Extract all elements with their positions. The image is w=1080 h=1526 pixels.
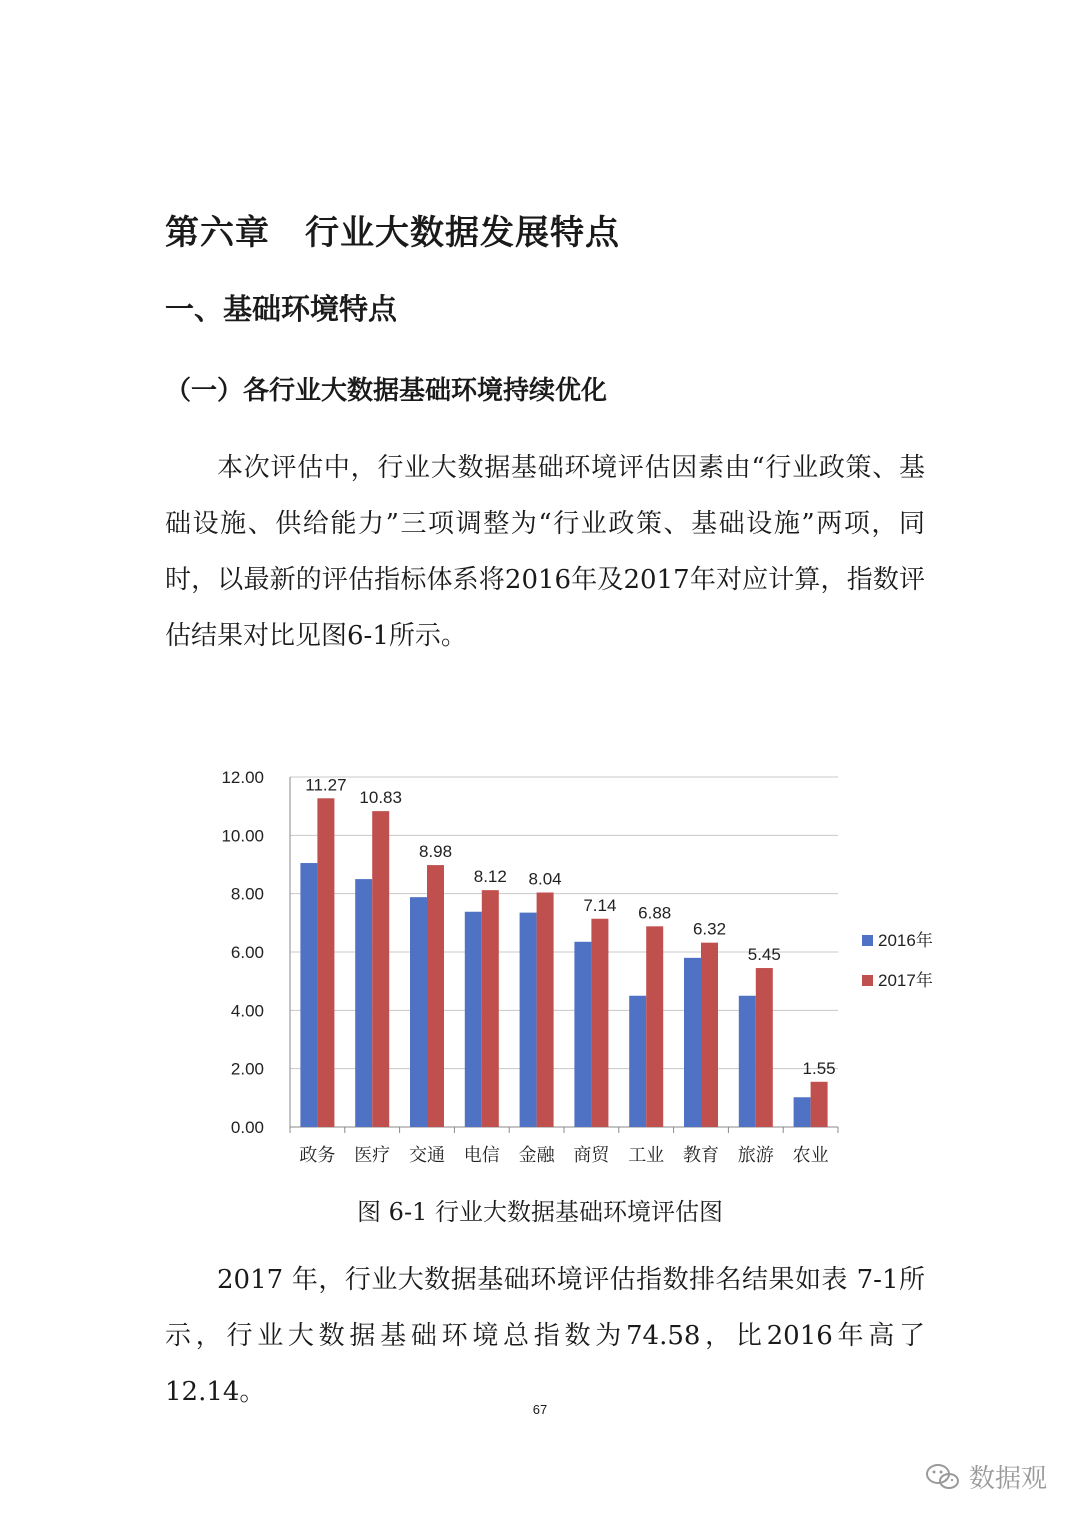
x-tick-label: 旅游: [737, 1145, 774, 1166]
data-label: 8.04: [528, 869, 562, 889]
y-tick-label: 6.00: [230, 943, 264, 962]
y-tick-label: 2.00: [230, 1059, 264, 1079]
x-tick-label: 金融: [518, 1145, 555, 1166]
bar-2016: [465, 912, 482, 1127]
section-title: 一、基础环境特点: [165, 292, 398, 326]
bar-2016: [684, 958, 701, 1127]
y-tick-label: 10.00: [221, 826, 264, 846]
bar-2017: [482, 890, 499, 1127]
watermark-text: 数据观: [969, 1464, 1048, 1494]
chapter-title: 第六章 行业大数据发展特点: [165, 213, 620, 253]
bar-2017: [427, 865, 444, 1127]
bar-2017: [811, 1082, 828, 1127]
intro-paragraph: 本次评估中，行业大数据基础环境评估因素由“行业政策、基础设施、供给能力”三项调整为“行业政策、基础设施”两项，同时，以最新的评估指标体系将2016年及2017年对应计算，指数评估结果对比见图6-1所示。: [165, 453, 925, 651]
data-label: 8.98: [418, 842, 453, 862]
data-label: 1.55: [802, 1058, 836, 1078]
bar-2016: [355, 879, 372, 1127]
legend-label: 2016年: [878, 931, 933, 950]
result-paragraph: 2017 年，行业大数据基础环境评估指数排名结果如表 7-1所示，行业大数据基础环境总指数为74.58，比2016年高了12.14。: [165, 1265, 925, 1407]
data-label: 5.45: [747, 945, 781, 965]
bar-2017: [756, 968, 773, 1127]
y-tick-label: 8.00: [230, 884, 264, 904]
bar-2017: [701, 943, 718, 1127]
y-tick-label: 4.00: [230, 1001, 264, 1021]
legend-swatch: [862, 975, 873, 986]
bar-chart: [200, 755, 960, 1175]
subsection-title: （一）各行业大数据基础环境持续优化: [165, 376, 608, 406]
data-label: 8.12: [473, 867, 507, 887]
bar-2016: [739, 996, 756, 1127]
data-label: 11.27: [305, 775, 347, 795]
bar-2017: [537, 893, 554, 1128]
bar-2017: [646, 926, 663, 1127]
bar-2016: [574, 942, 591, 1127]
x-tick-label: 电信: [463, 1145, 500, 1166]
x-tick-label: 教育: [683, 1145, 719, 1166]
x-tick-label: 交通: [409, 1145, 445, 1166]
bar-2016: [629, 996, 646, 1127]
x-tick-label: 政务: [299, 1145, 336, 1166]
watermark: [925, 1458, 1047, 1495]
data-label: 7.14: [583, 895, 617, 915]
data-label: 6.88: [638, 903, 672, 923]
bar-2017: [591, 919, 608, 1127]
bar-2016: [300, 863, 317, 1127]
figure-caption: 图 6-1 行业大数据基础环境评估图: [357, 1198, 723, 1226]
bar-2016: [794, 1097, 811, 1127]
bar-2017: [372, 811, 389, 1127]
x-tick-label: 商贸: [573, 1145, 610, 1166]
y-tick-label: 12.00: [221, 768, 264, 787]
data-label: 10.83: [359, 788, 402, 808]
bar-2017: [317, 798, 334, 1127]
x-tick-label: 医疗: [354, 1145, 391, 1166]
legend-label: 2017年: [878, 971, 933, 990]
page-number: 67: [532, 1402, 548, 1417]
legend-swatch: [862, 935, 873, 946]
y-tick-label: 0.00: [230, 1118, 264, 1137]
chart-container: [200, 755, 960, 1175]
data-label: 6.32: [692, 919, 727, 939]
x-tick-label: 工业: [628, 1145, 665, 1166]
wechat-icon: [925, 1462, 961, 1492]
bar-2016: [410, 897, 427, 1127]
x-tick-label: 农业: [792, 1145, 829, 1166]
bar-2016: [520, 913, 537, 1127]
